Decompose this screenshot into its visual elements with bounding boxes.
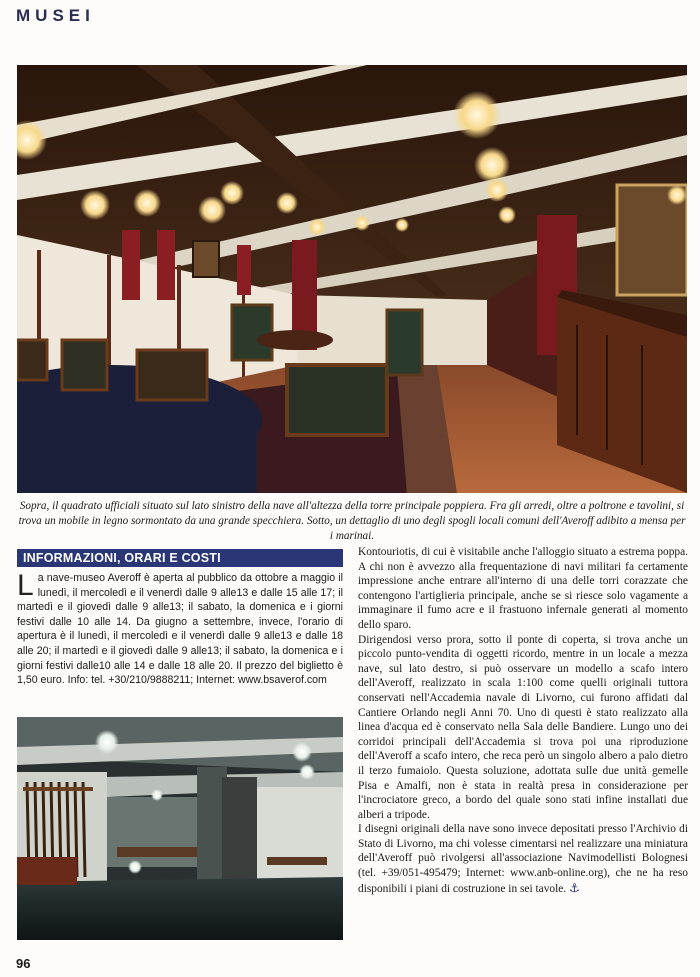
info-title: INFORMAZIONI, ORARI E COSTI <box>17 549 343 567</box>
anchor-icon: ⚓ <box>569 880 580 895</box>
section-title: MUSEI <box>16 6 95 25</box>
article-paragraph-1: Kontouriotis, di cui è visitabile anche l'alloggio situato a estrema poppa. A chi non è avvezzo alla frequentazione di navi militari fa certamente impressione anche entrare all'interno di una delle torri corazzate che contengono l'artiglieria principale, anche se si riesce solo vagamente a immaginare il fumo acre e il frastuono infernale generati al momento dello sparo. <box>358 546 688 631</box>
wardroom-photo <box>17 65 687 493</box>
article-paragraph-3-text: I disegni originali della nave sono invece depositati presso l'Archivio di Stato di Livorno, ma chi volesse cimentarsi nel realizzare una miniatura dell'Averoff può rivolgersi all'associazione Navimodellisti Bolognesi (tel. +39/051-495479; Internet: www.anb-online.org), che ne ha reso disponibili i piani di costruzione in sei tavole. <box>358 823 688 895</box>
mess-illustration <box>17 717 343 940</box>
mess-photo <box>17 717 343 940</box>
dropcap: L <box>17 569 34 602</box>
article-paragraph-2: Dirigendosi verso prora, sotto il ponte di coperta, si trova anche un piccolo punto-vendita di oggetti ricordo, mentre in un locale a mezza nave, sul lato destro, si può osservare un modello a scafo intero dell'Averoff, realizzato in scala 1:100 come quelli originali tuttora conservati nell'Accademia navale di Livorno, cui furono affidati dal Cantiere Orlando negli Anni 70. Uno di questi è stato realizzato alla linea d'acqua ed è conservato nella Sala delle Bandiere. Lungo uno dei corridoi principali dell'Accademia si trova poi una riproduzione dell'Averoff a scafo intero, che reca però un singolo albero a palo dietro il terzo fumaiolo. Questa soluzione, adottata sulle due unità gemelle Pisa e Amalfi, non è stata in realtà presa in considerazione per l'incrociatore greco, a bordo del quale sono stati infine installati due alberi a tripode. <box>358 633 688 821</box>
article-column <box>358 545 688 896</box>
page-number: 96 <box>16 956 31 971</box>
wardroom-illustration <box>17 65 687 493</box>
info-body <box>17 571 343 688</box>
info-text: a nave-museo Averoff è aperta al pubblico da ottobre a maggio il lunedì, il mercoledì e il venerdì dalle 9 alle13 e dalle 15 alle 17; il martedì e il giovedì dalle 9 alle13; il sabato, la domenica e i giorni festivi dalle 10 alle 14. Da giugno a settembre, invece, l'orario di apertura è il lunedì, il mercoledì e il venerdì dalle 9 alle13 e dalle 18 alle 20; il martedì e il giovedì dalle 9 alle13; il sabato, la domenica e i giorni festivi dalle10 alle 14 e dalle 18 alle 20. Il prezzo del biglietto è 1,50 euro. Info: tel. +30/210/9888211; Internet: www.bsaverof.com <box>17 572 343 687</box>
article-paragraph-3 <box>358 822 688 896</box>
info-box <box>17 549 343 688</box>
photo-caption: Sopra, il quadrato ufficiali situato sul lato sinistro della nave all'altezza della torre principale poppiera. Fra gli arredi, oltre a poltrone e tavolini, si trova un mobile in legno sormontato da una grande specchiera. Sotto, un dettaglio di uno degli spogli locali comuni dell'Averoff adibito a mensa per i marinai. <box>18 500 686 542</box>
